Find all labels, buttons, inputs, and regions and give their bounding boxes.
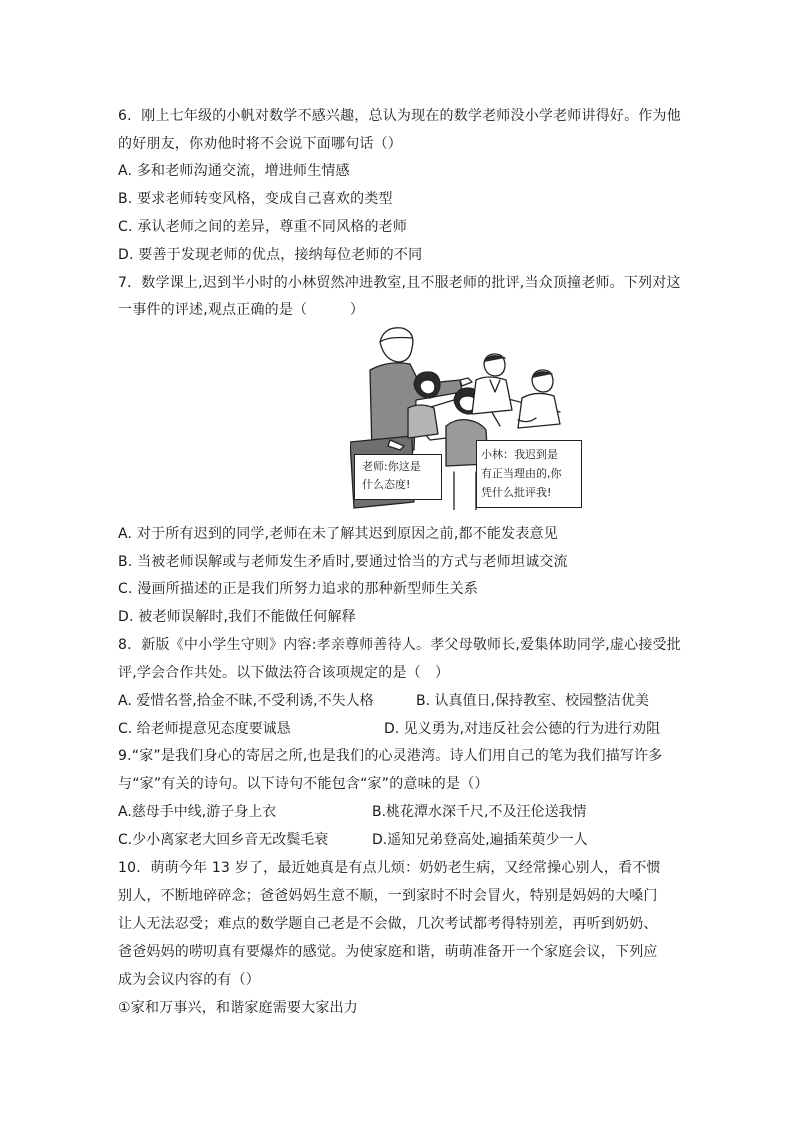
q7-option-c: C. 漫画所描述的正是我们所努力追求的那种新型师生关系 [118,581,479,597]
student-speech-line-3: 凭什么批评我! [481,486,552,499]
q6-stem-line-1: 6．刚上七年级的小帆对数学不感兴趣，总认为现在的数学老师没小学老师讲得好。作为他 [118,108,681,124]
q9-stem-line-2: 与“家”有关的诗句。以下诗句不能包含“家”的意味的是（） [118,776,489,792]
q6-option-c: C. 承认老师之间的差异，尊重不同风格的老师 [118,219,408,235]
teacher-speech-line-1: 老师:你这是 [362,460,421,473]
q8-option-a: A. 爱惜名誉,拾金不昧,不受利诱,不失人格 [118,693,374,709]
q7-option-a: A. 对于所有迟到的同学,老师在未了解其迟到原因之前,都不能发表意见 [118,526,558,542]
student-speech-line-2: 有正当理由的,你 [481,467,562,480]
q10-stem-line-1: 10．萌萌今年 13 岁了，最近她真是有点儿烦：奶奶老生病，又经常操心别人，看不惯 [118,860,661,876]
q6-stem-line-2: 的好朋友，你劝他时将不会说下面哪句话（） [118,136,402,152]
q6-option-b: B. 要求老师转变风格，变成自己喜欢的类型 [118,191,393,207]
q8-stem-line-1: 8．新版《中小学生守则》内容:孝亲尊师善待人。孝父母敬师长,爱集体助同学,虚心接受批 [118,637,681,653]
q6-option-a: A. 多和老师沟通交流，增进师生情感 [118,163,350,179]
q9-stem-line-1: 9.“家”是我们身心的寄居之所,也是我们的心灵港湾。诗人们用自己的笔为我们描写许多 [118,748,663,764]
q8-option-c: C. 给老师提意见态度要诚恳 [118,721,291,737]
q7-option-b: B. 当被老师误解或与老师发生矛盾时,要通过恰当的方式与老师坦诚交流 [118,554,568,570]
q8-option-d: D. 见义勇为,对违反社会公德的行为进行劝阻 [384,721,661,737]
q10-item-1: ①家和万事兴，和谐家庭需要大家出力 [118,1000,358,1016]
q7-cartoon-illustration [350,322,582,510]
q7-stem-line-2: 一事件的评述,观点正确的是（ ） [118,302,365,318]
q9-option-c: C.少小离家老大回乡音无改鬓毛衰 [118,832,329,848]
q9-option-d: D.遥知兄弟登高处,遍插茱萸少一人 [372,832,588,848]
q10-stem-line-4: 爸爸妈妈的唠叨真有要爆炸的感觉。为使家庭和谐，萌萌准备开一个家庭会议，下列应 [118,944,658,960]
q8-option-b: B. 认真值日,保持教室、校园整洁优美 [416,693,649,709]
q10-stem-line-2: 别人，不断地碎碎念；爸爸妈妈生意不顺，一到家时不时会冒火，特别是妈妈的大嗓门 [118,888,658,904]
q8-stem-line-2: 评,学会合作共处。以下做法符合该项规定的是（ ） [118,665,450,681]
student-speech-line-1: 小林：我迟到是 [481,448,558,461]
q6-option-d: D. 要善于发现老师的优点，接纳每位老师的不同 [118,247,423,263]
q7-stem-line-1: 7．数学课上,迟到半小时的小林贸然冲进教室,且不服老师的批评,当众顶撞老师。下列对这 [118,275,681,291]
teacher-speech-line-2: 什么态度! [362,478,411,491]
q9-option-b: B.桃花潭水深千尺,不及汪伦送我情 [372,804,587,820]
q10-stem-line-3: 让人无法忍受；难点的数学题自己老是不会做，几次考试都考得特别差，再听到奶奶、 [118,916,658,932]
q10-stem-line-5: 成为会议内容的有（） [118,972,260,988]
q9-option-a: A.慈母手中线,游子身上衣 [118,804,277,820]
q7-option-d: D. 被老师误解时,我们不能做任何解释 [118,609,356,625]
